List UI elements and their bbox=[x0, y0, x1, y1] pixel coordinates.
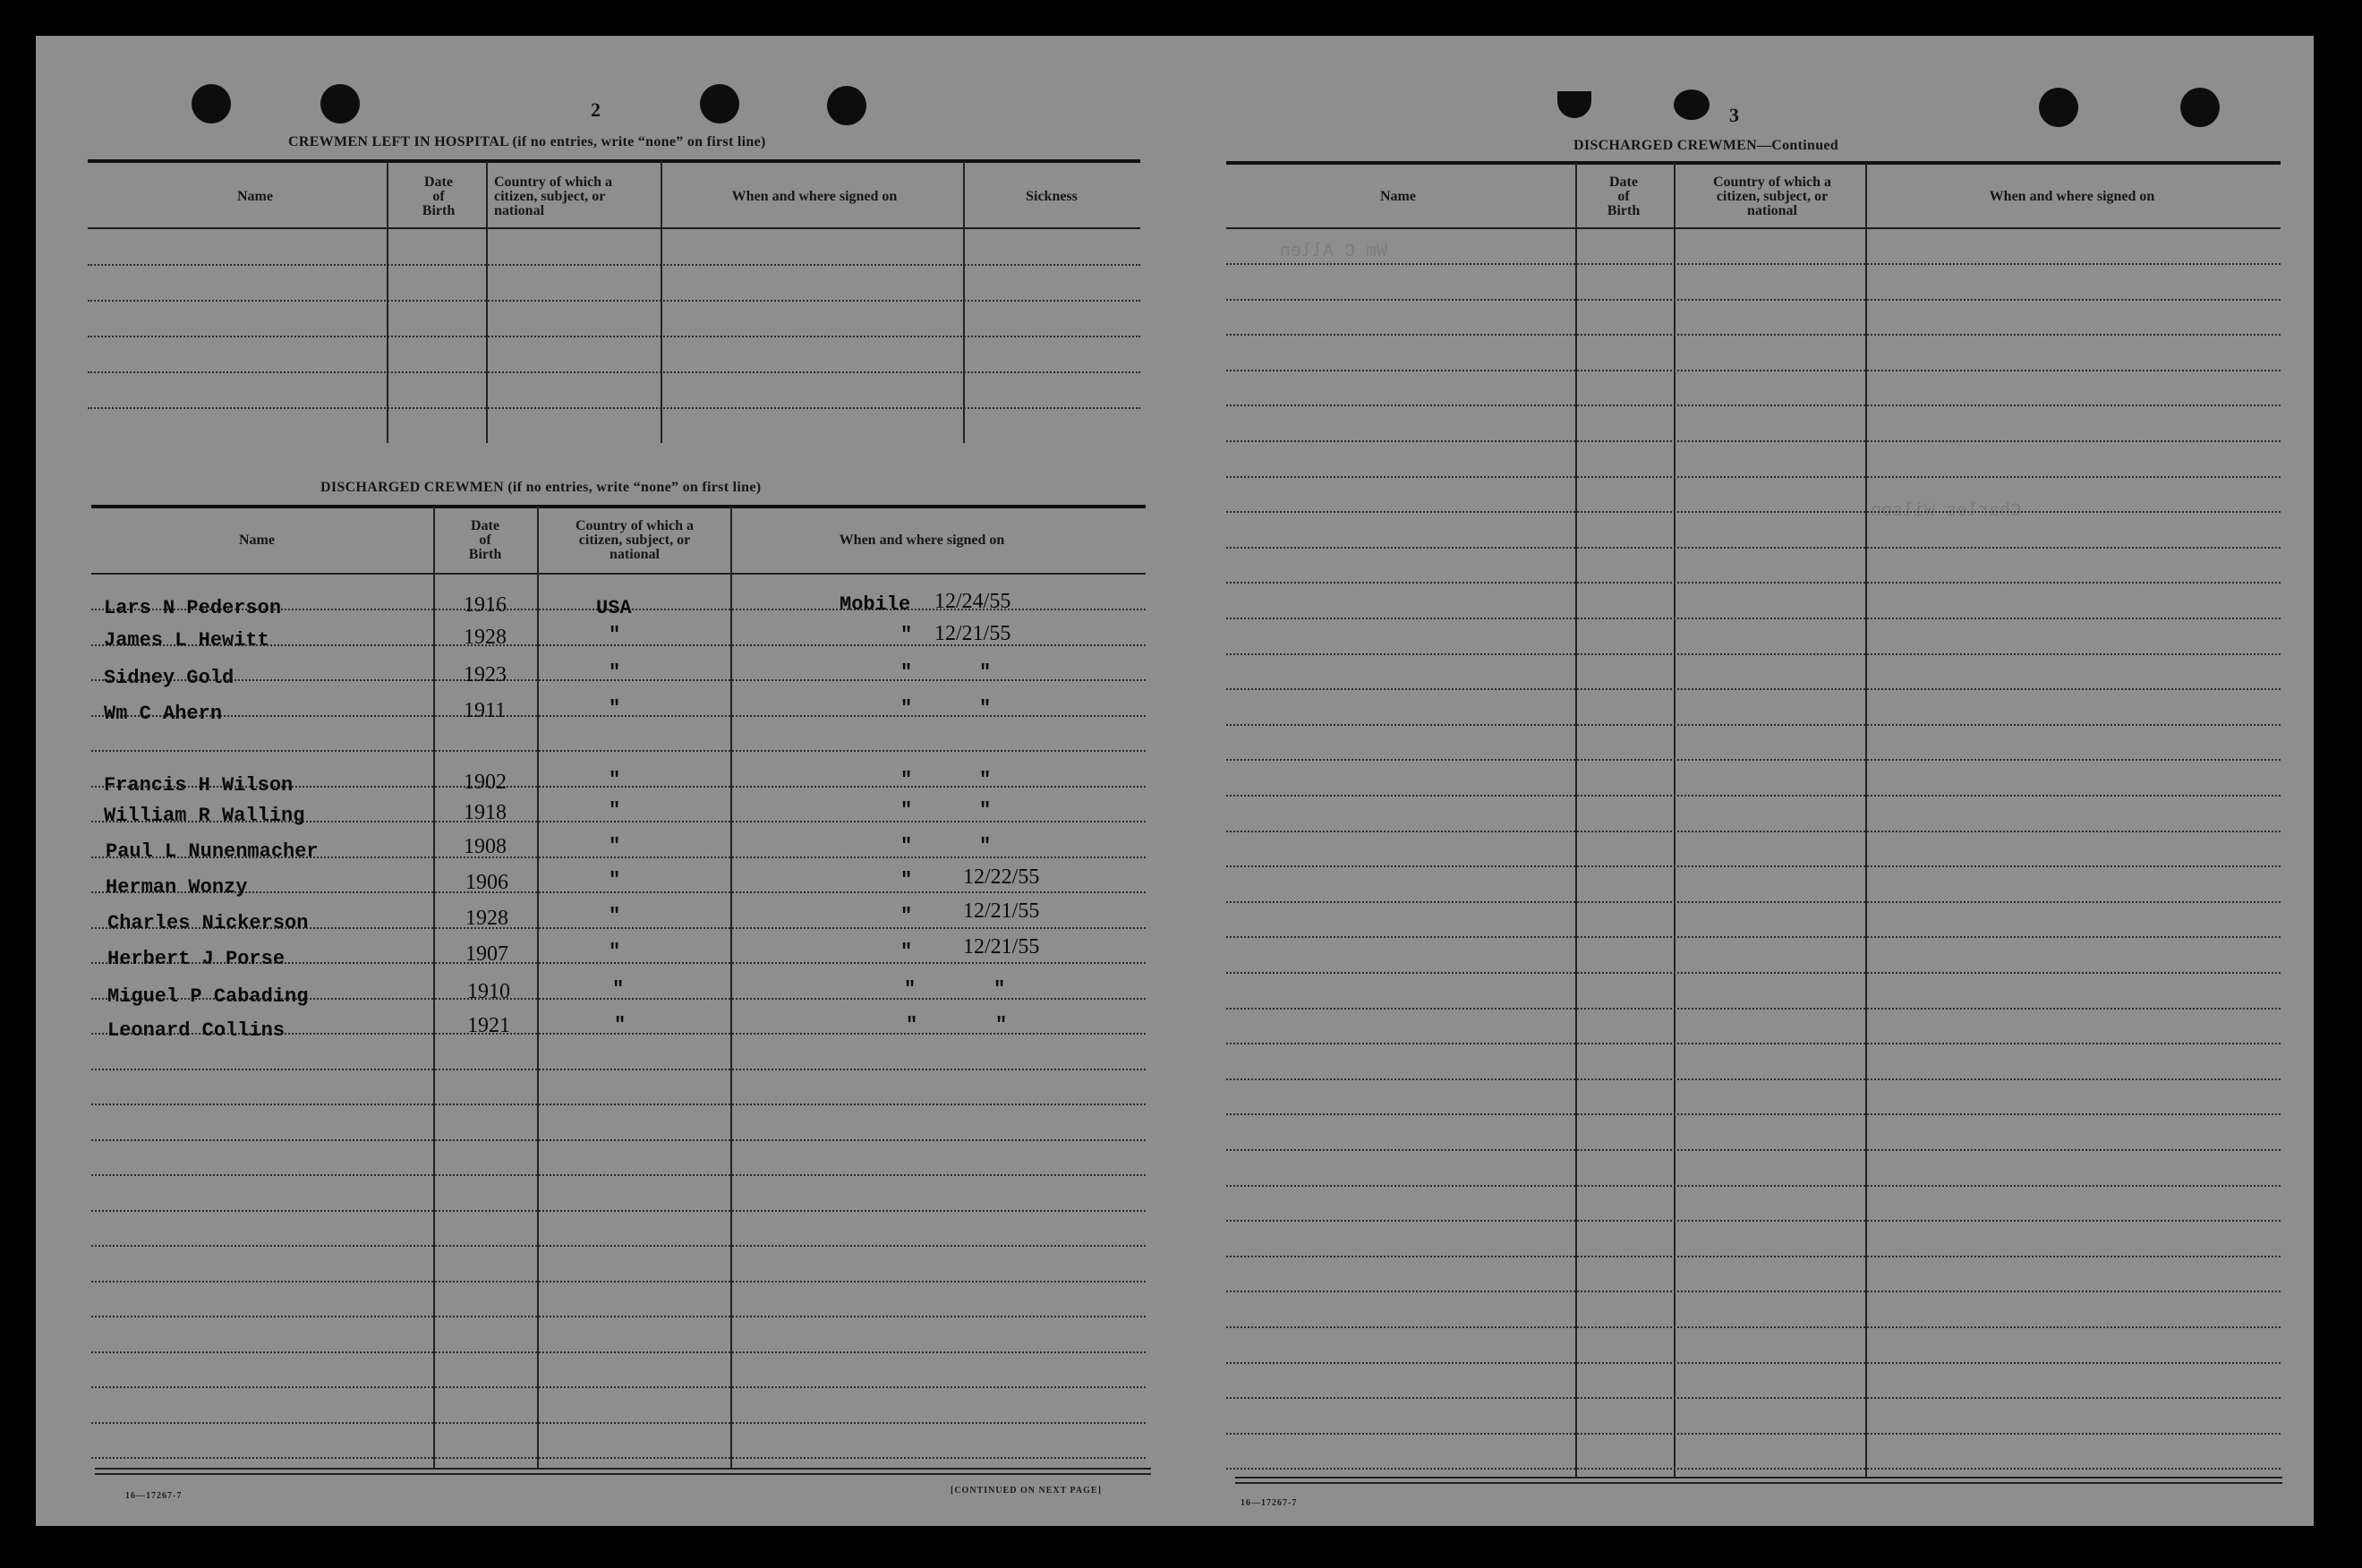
hospital-header-signed-on: When and where signed on bbox=[731, 189, 898, 204]
crew-dob: 1908 bbox=[464, 835, 507, 858]
crew-date: " bbox=[979, 799, 992, 822]
column-rule bbox=[486, 161, 488, 443]
ruled-line bbox=[91, 1316, 1146, 1317]
crew-name: Charles Nickerson bbox=[107, 912, 309, 934]
crew-dob: 1911 bbox=[464, 699, 507, 722]
crew-place: " bbox=[900, 661, 913, 684]
ruled-line bbox=[1226, 1256, 2281, 1257]
column-rule bbox=[1674, 163, 1676, 1479]
ruled-line bbox=[91, 1139, 1146, 1141]
ruled-line bbox=[88, 300, 1140, 302]
crew-country: " bbox=[609, 661, 621, 684]
ruled-line bbox=[1226, 795, 2281, 797]
ruled-line bbox=[1226, 1185, 2281, 1187]
discharged-header-country: Country of which a citizen, subject, or national bbox=[575, 518, 694, 562]
table-rule bbox=[88, 159, 1140, 163]
crew-date: 12/22/55 bbox=[963, 865, 1040, 889]
column-rule bbox=[1865, 163, 1867, 1479]
discharged-section-title: DISCHARGED CREWMEN (if no entries, write “none” on first line) bbox=[320, 480, 762, 495]
ruled-line bbox=[1226, 1397, 2281, 1399]
crew-name: William R Walling bbox=[104, 805, 305, 827]
ruled-line bbox=[1226, 1433, 2281, 1435]
crew-name: Sidney Gold bbox=[104, 667, 234, 689]
hospital-section-title: CREWMEN LEFT IN HOSPITAL (if no entries, write “none” on first line) bbox=[288, 134, 766, 149]
ruled-line bbox=[1226, 1113, 2281, 1115]
ruled-line bbox=[88, 264, 1140, 266]
discharged-header-dob: Date of Birth bbox=[468, 518, 502, 562]
punch-hole bbox=[320, 84, 360, 124]
ruled-line bbox=[1226, 405, 2281, 406]
crew-place: " bbox=[906, 1014, 918, 1036]
table-bottom-rule bbox=[1235, 1482, 2282, 1484]
crew-date: " bbox=[979, 769, 992, 791]
crew-place: " bbox=[900, 769, 913, 791]
column-rule bbox=[730, 507, 732, 1470]
crew-dob: 1921 bbox=[467, 1014, 510, 1037]
ruled-line bbox=[91, 1281, 1146, 1283]
crew-name: James L Hewitt bbox=[104, 629, 269, 652]
right-header-country: Country of which a citizen, subject, or national bbox=[1712, 175, 1831, 218]
form-number-left: 16—17267-7 bbox=[125, 1491, 183, 1501]
crew-dob: 1902 bbox=[464, 771, 507, 794]
ruled-line bbox=[1226, 299, 2281, 301]
crew-place: " bbox=[900, 869, 913, 891]
crew-country: " bbox=[609, 835, 621, 857]
crew-name: Leonard Collins bbox=[107, 1019, 286, 1042]
punch-hole bbox=[2039, 88, 2078, 127]
crew-dob: 1918 bbox=[464, 801, 507, 824]
crew-place: " bbox=[904, 978, 917, 1001]
ruled-line bbox=[1226, 1362, 2281, 1364]
column-rule bbox=[963, 161, 965, 443]
crew-dob: 1907 bbox=[465, 942, 508, 966]
ruled-line bbox=[1226, 263, 2281, 265]
crew-name: Francis H Wilson bbox=[104, 774, 294, 797]
punch-hole bbox=[1557, 91, 1591, 118]
hospital-header-sickness: Sickness bbox=[1026, 189, 1078, 204]
crew-dob: 1916 bbox=[464, 593, 507, 617]
ruled-line bbox=[91, 1174, 1146, 1176]
ruled-line bbox=[91, 1210, 1146, 1212]
ruled-line bbox=[91, 1386, 1146, 1388]
ruled-line bbox=[88, 371, 1140, 373]
ruled-line bbox=[88, 407, 1140, 409]
ruled-line bbox=[1226, 440, 2281, 442]
hospital-header-dob: Date of Birth bbox=[422, 175, 456, 218]
punch-hole bbox=[700, 84, 739, 124]
ruled-line bbox=[1226, 936, 2281, 938]
table-rule bbox=[91, 505, 1146, 508]
ruled-line bbox=[1226, 1220, 2281, 1222]
right-header-dob: Date of Birth bbox=[1607, 175, 1641, 218]
discharged-header-name: Name bbox=[239, 533, 275, 548]
punch-hole bbox=[192, 84, 231, 124]
crew-name: Herman Wonzy bbox=[106, 876, 248, 899]
crew-place: " bbox=[900, 835, 913, 857]
ruled-line bbox=[91, 1422, 1146, 1424]
ruled-line bbox=[1226, 759, 2281, 761]
crew-dob: 1906 bbox=[465, 871, 508, 894]
ruled-line bbox=[91, 1069, 1146, 1070]
ruled-line bbox=[91, 1104, 1146, 1105]
ruled-line bbox=[1226, 1043, 2281, 1044]
crew-date: 12/21/55 bbox=[934, 622, 1011, 645]
crew-place: " bbox=[900, 697, 913, 720]
ruled-line bbox=[1226, 618, 2281, 619]
hospital-header-country: Country of which a citizen, subject, or national bbox=[494, 175, 613, 218]
crew-date: " bbox=[979, 697, 992, 720]
crew-country: " bbox=[609, 941, 621, 963]
column-rule bbox=[433, 507, 435, 1470]
crew-date: " bbox=[979, 661, 992, 684]
crew-dob: 1910 bbox=[467, 980, 510, 1003]
hospital-header-name: Name bbox=[237, 189, 273, 204]
ruled-line bbox=[1226, 370, 2281, 371]
ruled-line bbox=[1226, 334, 2281, 336]
crew-place: " bbox=[900, 799, 913, 822]
ruled-line bbox=[91, 1351, 1146, 1353]
ruled-line bbox=[1226, 1149, 2281, 1151]
crew-country: " bbox=[609, 624, 621, 646]
crew-name: Herbert J Porse bbox=[107, 948, 286, 970]
page-number-right: 3 bbox=[1729, 104, 1739, 126]
ruled-line bbox=[1226, 1078, 2281, 1080]
punch-hole bbox=[2180, 88, 2220, 127]
crew-date: " bbox=[979, 835, 992, 857]
right-header-name: Name bbox=[1380, 189, 1416, 204]
ruled-line bbox=[91, 1457, 1146, 1459]
crew-date: 12/24/55 bbox=[934, 590, 1011, 613]
column-rule bbox=[661, 161, 662, 443]
table-bottom-rule bbox=[1235, 1477, 2282, 1479]
crew-place: " bbox=[900, 941, 913, 963]
document-sheet bbox=[36, 36, 2314, 1526]
form-number-right: 16—17267-7 bbox=[1241, 1498, 1298, 1508]
table-rule bbox=[91, 573, 1146, 575]
table-bottom-rule bbox=[95, 1468, 1151, 1470]
ruled-line bbox=[1226, 865, 2281, 867]
crew-country: " bbox=[609, 697, 621, 720]
crew-name: Lars N Pederson bbox=[104, 597, 282, 619]
ruled-line bbox=[88, 336, 1140, 337]
ruled-line bbox=[91, 891, 1146, 893]
table-rule bbox=[1226, 227, 2281, 229]
crew-country: " bbox=[609, 869, 621, 891]
bleed-through-text: Charles Wilson bbox=[1871, 501, 2022, 522]
table-bottom-rule bbox=[95, 1473, 1151, 1475]
ruled-line bbox=[1226, 653, 2281, 655]
crew-country: " bbox=[609, 799, 621, 822]
ruled-line bbox=[1226, 688, 2281, 690]
ruled-line bbox=[1226, 582, 2281, 584]
crew-country: " bbox=[614, 1014, 627, 1036]
ruled-line bbox=[91, 750, 1146, 752]
crew-name: Wm C Ahern bbox=[104, 703, 223, 725]
crew-date: 12/21/55 bbox=[963, 935, 1040, 959]
bleed-through-text: Wm C Allen bbox=[1280, 242, 1388, 262]
punch-hole bbox=[827, 86, 866, 125]
ruled-line bbox=[1226, 476, 2281, 478]
continued-note: [CONTINUED ON NEXT PAGE] bbox=[951, 1486, 1102, 1496]
ruled-line bbox=[1226, 1468, 2281, 1470]
ruled-line bbox=[1226, 1326, 2281, 1328]
crew-date: " bbox=[993, 978, 1006, 1001]
discharged-header-signed-on: When and where signed on bbox=[839, 533, 1005, 548]
column-rule bbox=[387, 161, 388, 443]
crew-dob: 1923 bbox=[464, 663, 507, 686]
crew-place: " bbox=[900, 624, 913, 646]
crew-country: " bbox=[609, 769, 621, 791]
discharged-continued-title: DISCHARGED CREWMEN—Continued bbox=[1573, 138, 1838, 153]
ruled-line bbox=[1226, 724, 2281, 726]
right-header-signed-on: When and where signed on bbox=[1989, 189, 2155, 204]
ruled-line bbox=[1226, 1291, 2281, 1292]
ruled-line bbox=[1226, 901, 2281, 903]
table-rule bbox=[1226, 161, 2281, 165]
crew-country: USA bbox=[596, 597, 632, 619]
ruled-line bbox=[1226, 1008, 2281, 1010]
crew-country: " bbox=[609, 905, 621, 927]
crew-place: " bbox=[900, 905, 913, 927]
ruled-line bbox=[1226, 511, 2281, 513]
table-rule bbox=[88, 227, 1140, 229]
punch-hole bbox=[1674, 89, 1710, 120]
crew-country: " bbox=[612, 978, 625, 1001]
crew-dob: 1928 bbox=[465, 907, 508, 930]
crew-date: 12/21/55 bbox=[963, 899, 1040, 923]
ruled-line bbox=[1226, 547, 2281, 549]
ruled-line bbox=[1226, 831, 2281, 832]
page-number-left: 2 bbox=[591, 98, 601, 121]
column-rule bbox=[1575, 163, 1577, 1479]
crew-name: Paul L Nunenmacher bbox=[106, 840, 319, 863]
crew-name: Miguel P Cabading bbox=[107, 985, 309, 1008]
ruled-line bbox=[91, 1245, 1146, 1247]
crew-dob: 1928 bbox=[464, 626, 507, 649]
crew-place: Mobile bbox=[840, 593, 911, 616]
ruled-line bbox=[1226, 972, 2281, 974]
crew-date: " bbox=[995, 1014, 1008, 1036]
column-rule bbox=[537, 507, 539, 1470]
